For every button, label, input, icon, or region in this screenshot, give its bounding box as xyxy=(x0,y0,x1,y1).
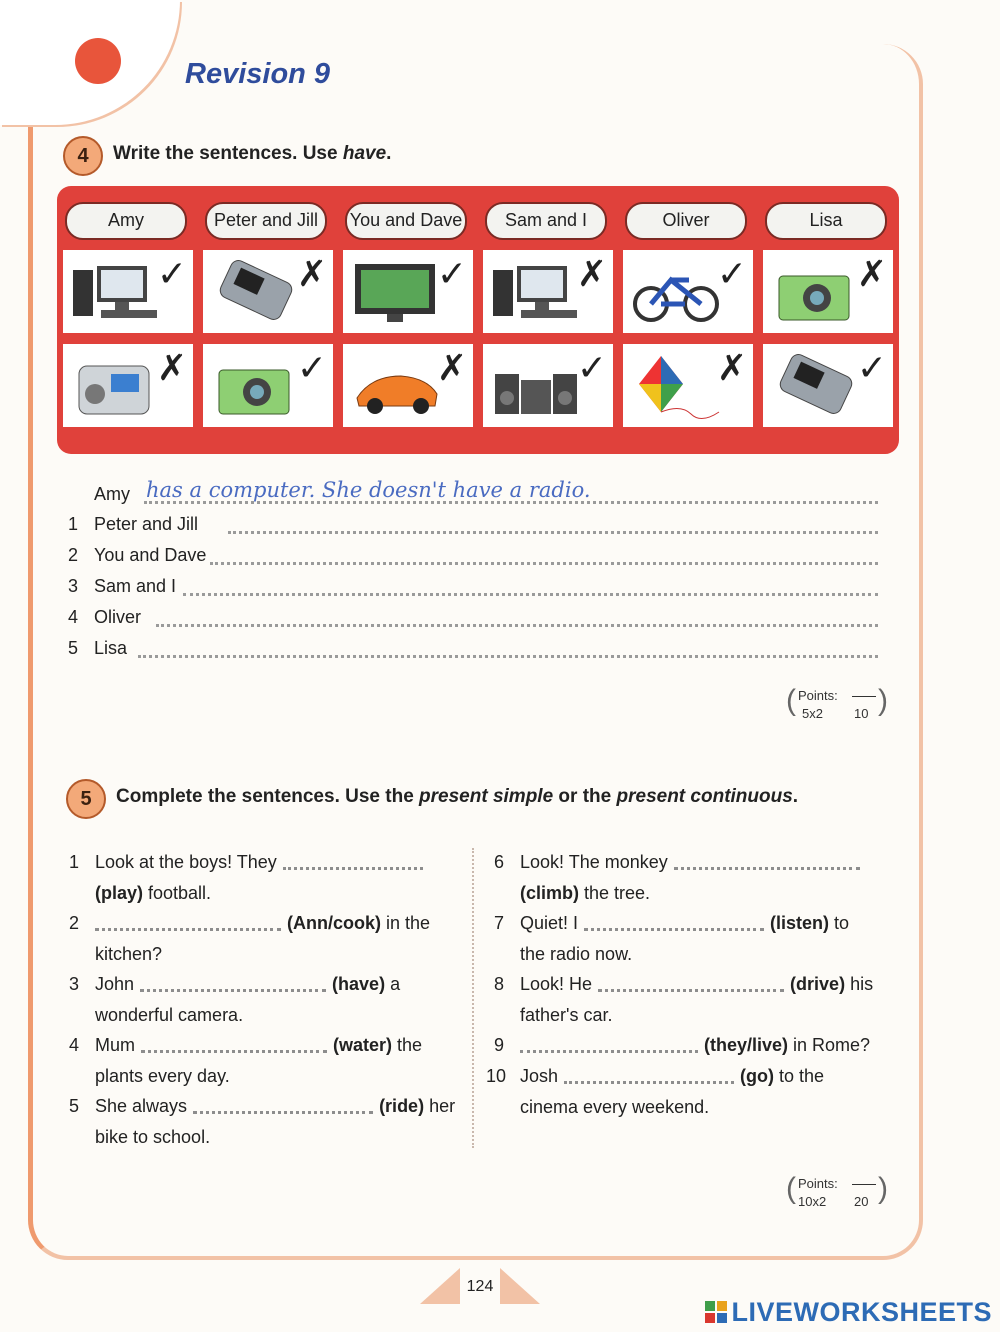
question-number: 3 xyxy=(69,974,80,994)
question-text: Look! The monkey xyxy=(520,852,668,872)
paren-left: ( xyxy=(786,1172,796,1205)
cross-icon: ✗ xyxy=(716,347,747,388)
verb-hint: (go) xyxy=(740,1066,775,1086)
tv-icon xyxy=(351,260,441,326)
instruction-a: Complete the sentences. Use the xyxy=(116,786,420,807)
verb-hint: (listen) xyxy=(770,913,830,933)
points-total: 20 xyxy=(854,1194,869,1209)
paren-left: ( xyxy=(786,684,796,717)
line-subject: Peter and Jill xyxy=(94,514,199,534)
grid-column xyxy=(477,186,613,454)
answer-line xyxy=(68,576,878,600)
answer-line xyxy=(68,638,878,662)
picture-cell xyxy=(483,344,613,427)
question-5 xyxy=(69,1091,465,1153)
page-number-tab xyxy=(420,1268,540,1304)
verb-hint: (ride) xyxy=(379,1096,425,1116)
instruction-e: . xyxy=(792,786,799,807)
question-text: the tree. xyxy=(579,883,651,903)
page-tab-left xyxy=(420,1268,460,1304)
instruction-b: present simple xyxy=(419,786,554,807)
answer-dots[interactable] xyxy=(138,655,878,658)
question-text: cinema every weekend. xyxy=(520,1097,710,1117)
line-subject: You and Dave xyxy=(94,545,207,565)
line-subject: Sam and I xyxy=(94,576,177,596)
mobile-phone-icon xyxy=(211,260,301,326)
answer-blank[interactable] xyxy=(520,1040,698,1053)
verb-hint: (have) xyxy=(332,974,386,994)
answer-line xyxy=(68,545,878,569)
answer-blank[interactable] xyxy=(283,857,423,870)
question-text: Josh xyxy=(520,1066,559,1086)
exercise-4-number: 4 xyxy=(63,136,103,176)
line-subject: Lisa xyxy=(94,638,128,658)
question-7 xyxy=(494,908,880,970)
header-dot xyxy=(75,38,121,84)
question-text: John xyxy=(95,974,135,994)
question-text: Mum xyxy=(95,1035,135,1055)
question-text: a xyxy=(385,974,401,994)
line-number: 2 xyxy=(68,545,79,565)
person-name-label: Oliver xyxy=(625,202,747,240)
line-subject: Oliver xyxy=(94,607,142,627)
points-box-5 xyxy=(786,1172,890,1216)
car-icon xyxy=(351,354,441,420)
question-number: 1 xyxy=(69,852,80,872)
points-total: 10 xyxy=(854,706,869,721)
verb-hint: (climb) xyxy=(520,883,580,903)
answer-blank[interactable] xyxy=(674,857,860,870)
brand-logo[interactable] xyxy=(705,1297,992,1328)
question-number: 9 xyxy=(494,1035,505,1055)
answer-dots[interactable] xyxy=(156,624,878,627)
question-2 xyxy=(69,908,465,970)
computer-icon xyxy=(491,260,581,326)
grid-column xyxy=(197,186,333,454)
verb-hint: (water) xyxy=(333,1035,393,1055)
points-fraction-line xyxy=(852,1184,876,1185)
verb-hint: (they/live) xyxy=(704,1035,789,1055)
exercise-5-instruction xyxy=(116,786,798,808)
cross-icon: ✗ xyxy=(576,253,607,294)
page-tab-right xyxy=(500,1268,540,1304)
instruction-text-end: . xyxy=(386,143,392,164)
stereo-icon xyxy=(491,354,581,420)
computer-icon xyxy=(71,260,161,326)
picture-cell xyxy=(623,344,753,427)
person-name-label: Sam and I xyxy=(485,202,607,240)
paren-right: ) xyxy=(878,1172,888,1205)
grid-column xyxy=(757,186,893,454)
question-text: in Rome? xyxy=(788,1035,871,1055)
person-name-label: Amy xyxy=(65,202,187,240)
question-number: 6 xyxy=(494,852,505,872)
verb-hint: (drive) xyxy=(790,974,846,994)
question-10 xyxy=(486,1061,890,1123)
question-text: plants every day. xyxy=(95,1066,230,1086)
cross-icon: ✗ xyxy=(856,253,887,294)
tick-icon: ✓ xyxy=(436,253,467,294)
paren-right: ) xyxy=(878,684,888,717)
column-divider xyxy=(472,848,474,1148)
person-name-label: Peter and Jill xyxy=(205,202,327,240)
cross-icon: ✗ xyxy=(156,347,187,388)
picture-cell xyxy=(203,344,333,427)
radio-icon xyxy=(71,354,161,420)
points-fraction-line xyxy=(852,696,876,697)
person-name-label: You and Dave xyxy=(345,202,467,240)
question-text: kitchen? xyxy=(95,944,163,964)
brand-text: LIVEWORKSHEETS xyxy=(731,1297,992,1327)
answer-blank[interactable] xyxy=(140,979,326,992)
question-3 xyxy=(69,969,465,1031)
question-number: 7 xyxy=(494,913,505,933)
tick-icon: ✓ xyxy=(296,347,327,388)
question-number: 5 xyxy=(69,1096,80,1116)
camera-icon xyxy=(771,260,861,326)
instruction-emphasis: have xyxy=(342,143,387,164)
answer-blank[interactable] xyxy=(141,1040,327,1053)
question-9 xyxy=(494,1030,890,1061)
question-number: 4 xyxy=(69,1035,80,1055)
exercise-4-instruction xyxy=(113,143,391,165)
answer-blank[interactable] xyxy=(584,918,764,931)
question-number: 2 xyxy=(69,913,80,933)
kite-icon xyxy=(631,354,721,420)
line-number: 4 xyxy=(68,607,79,627)
tick-icon: ✓ xyxy=(576,347,607,388)
picture-cell xyxy=(623,250,753,333)
answer-blank[interactable] xyxy=(564,1071,734,1084)
line-number: 3 xyxy=(68,576,79,596)
tick-icon: ✓ xyxy=(716,253,747,294)
answer-dots[interactable] xyxy=(228,531,878,534)
points-calc: 10x2 xyxy=(798,1194,827,1209)
picture-grid xyxy=(57,186,899,454)
picture-cell xyxy=(483,250,613,333)
question-text: father's car. xyxy=(520,1005,613,1025)
points-box-4 xyxy=(786,684,890,728)
grid-column xyxy=(617,186,753,454)
answer-line xyxy=(68,514,878,538)
verb-hint: (play) xyxy=(95,883,144,903)
instruction-text: Write the sentences. Use xyxy=(113,143,343,164)
question-text: his xyxy=(845,974,874,994)
question-text: Look! He xyxy=(520,974,593,994)
answer-blank[interactable] xyxy=(95,918,281,931)
camera-icon xyxy=(211,354,301,420)
question-text: to the xyxy=(774,1066,825,1086)
tick-icon: ✓ xyxy=(156,253,187,294)
question-text: football. xyxy=(143,883,212,903)
question-text: to xyxy=(829,913,850,933)
person-name-label: Lisa xyxy=(765,202,887,240)
picture-cell xyxy=(63,344,193,427)
question-text: in the xyxy=(381,913,431,933)
mobile-phone-icon xyxy=(771,354,861,420)
answer-dots[interactable] xyxy=(210,562,878,565)
question-text: the xyxy=(392,1035,423,1055)
answer-dots[interactable] xyxy=(183,593,878,596)
question-text: wonderful camera. xyxy=(95,1005,244,1025)
exercise-5-number: 5 xyxy=(66,779,106,819)
line-number: 1 xyxy=(68,514,79,534)
points-label: Points: xyxy=(798,688,838,703)
question-text: Quiet! I xyxy=(520,913,579,933)
tick-icon: ✓ xyxy=(856,347,887,388)
cross-icon: ✗ xyxy=(436,347,467,388)
question-number: 10 xyxy=(486,1066,507,1086)
line-number: 5 xyxy=(68,638,79,658)
picture-cell xyxy=(763,250,893,333)
answer-blank[interactable] xyxy=(598,979,784,992)
points-calc: 5x2 xyxy=(802,706,823,721)
verb-hint: (Ann/cook) xyxy=(287,913,381,933)
liveworksheets-logo-icon xyxy=(705,1301,727,1323)
question-text: the radio now. xyxy=(520,944,633,964)
answer-blank[interactable] xyxy=(193,1101,373,1114)
question-1 xyxy=(69,847,455,909)
question-text: Look at the boys! They xyxy=(95,852,277,872)
question-number: 8 xyxy=(494,974,505,994)
example-answer: has a computer. She doesn't have a radio. xyxy=(146,478,591,502)
instruction-d: present continuous xyxy=(616,786,793,807)
question-text: She always xyxy=(95,1096,188,1116)
page-title: Revision 9 xyxy=(185,58,331,90)
question-6 xyxy=(494,847,880,909)
picture-cell xyxy=(343,344,473,427)
grid-column xyxy=(337,186,473,454)
grid-column xyxy=(57,186,193,454)
page-number: 124 xyxy=(466,1278,494,1295)
picture-cell xyxy=(763,344,893,427)
question-8 xyxy=(494,969,890,1031)
instruction-c: or the xyxy=(553,786,617,807)
picture-cell xyxy=(343,250,473,333)
question-4 xyxy=(69,1030,465,1092)
example-name: Amy xyxy=(94,484,130,504)
points-label: Points: xyxy=(798,1176,838,1191)
bike-icon xyxy=(631,260,721,326)
cross-icon: ✗ xyxy=(296,253,327,294)
picture-cell xyxy=(63,250,193,333)
answer-line xyxy=(68,607,878,631)
question-text: bike to school. xyxy=(95,1127,211,1147)
question-text: her xyxy=(424,1096,456,1116)
picture-cell xyxy=(203,250,333,333)
